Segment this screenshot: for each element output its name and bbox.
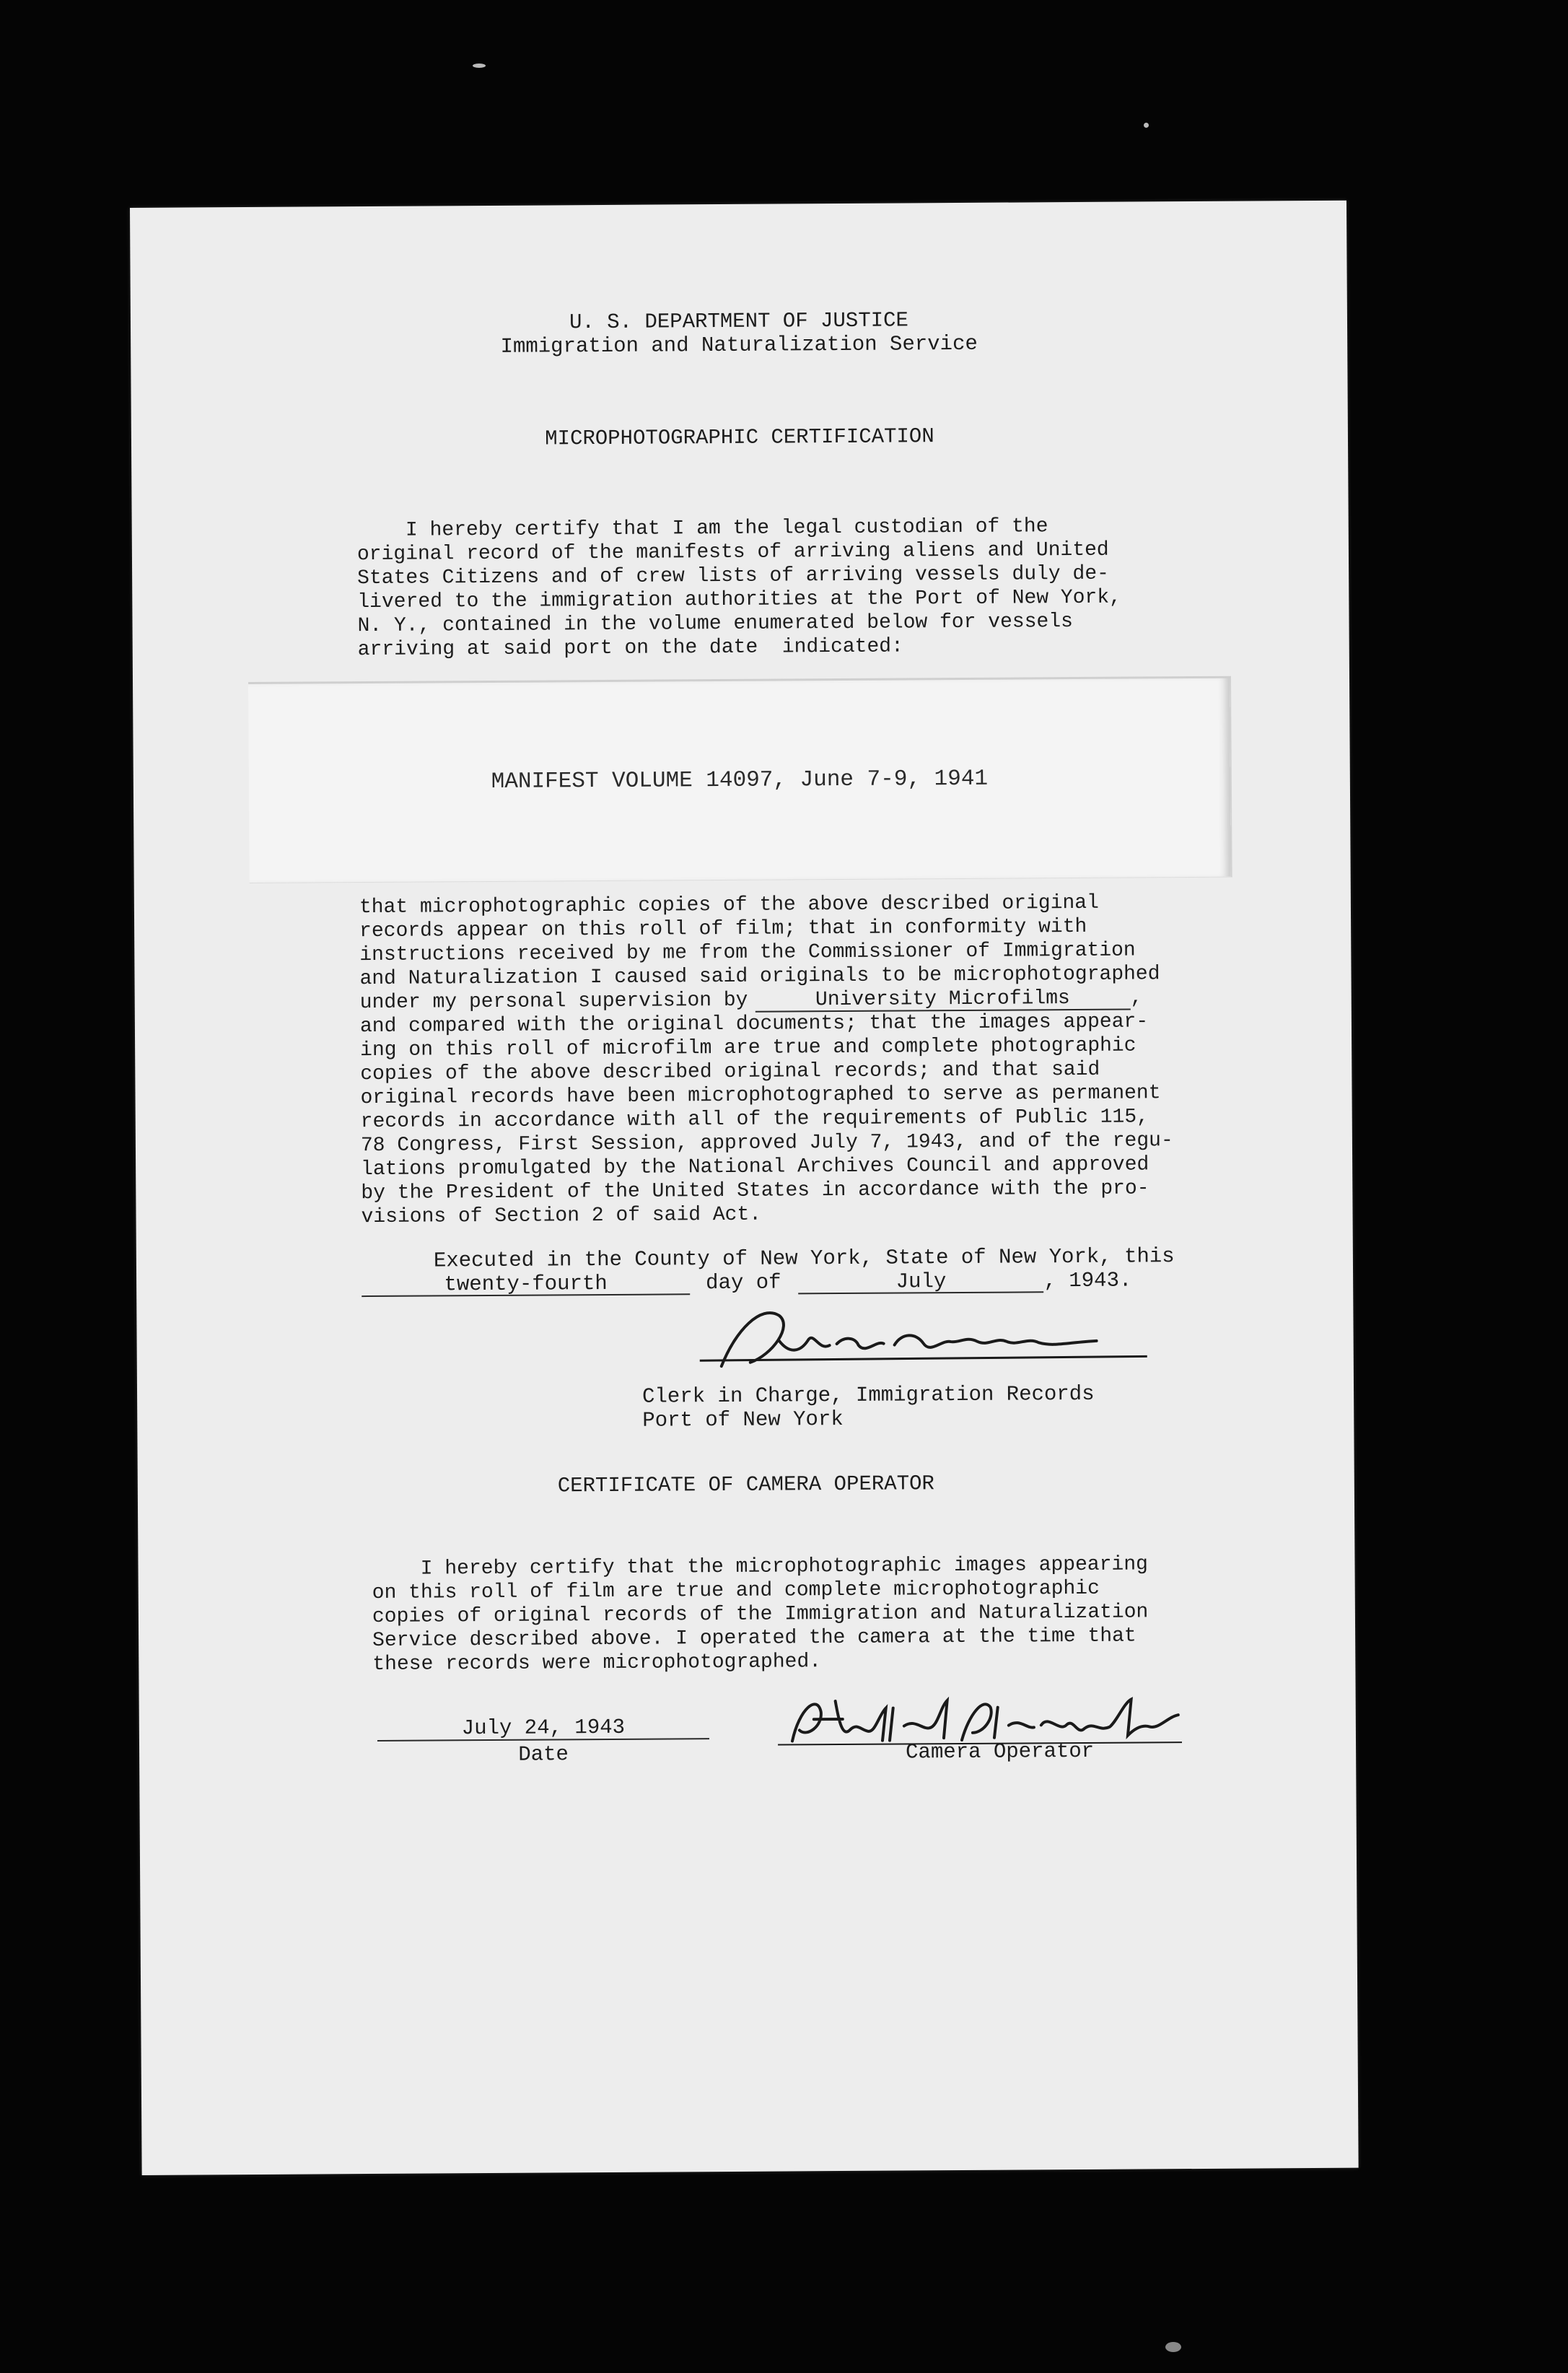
camera-paragraph bbox=[372, 1552, 1148, 1677]
camera-line: these records were microphotographed. bbox=[372, 1651, 822, 1676]
body-line: copies of the above described original records; and that said bbox=[360, 1058, 1100, 1086]
document-title: MICROPHOTOGRAPHIC CERTIFICATION bbox=[545, 424, 934, 451]
supervisor-name: University Microfilms bbox=[755, 989, 1130, 1013]
body-line: and compared with the original documents; that the images appear- bbox=[359, 1010, 1149, 1039]
body-line: by the President of the United States in accordance with the pro- bbox=[361, 1177, 1149, 1205]
body-line: that microphotographic copies of the above described original bbox=[359, 891, 1099, 919]
intro-line: N. Y., contained in the volume enumerated below for vessels bbox=[357, 611, 1073, 638]
body-line: visions of Section 2 of said Act. bbox=[361, 1203, 762, 1229]
body-line: and Naturalization I caused said originals to be microphotographed bbox=[359, 963, 1160, 991]
body-line: 78 Congress, First Session, approved July 7, 1943, and of the regu- bbox=[360, 1129, 1173, 1158]
execution-day: twenty-fourth bbox=[362, 1273, 690, 1297]
execution-year: , 1943. bbox=[1043, 1268, 1132, 1293]
camera-line: I hereby certify that the microphotographic images appearing bbox=[372, 1553, 1148, 1581]
service-heading: Immigration and Naturalization Service bbox=[500, 331, 978, 359]
execution-month: July bbox=[798, 1271, 1043, 1294]
body-line: records in accordance with all of the requirements of Public 115, bbox=[360, 1106, 1149, 1134]
intro-line: arriving at said port on the date indicated: bbox=[357, 635, 903, 662]
certification-paragraph bbox=[359, 891, 1174, 1229]
film-speck bbox=[1144, 123, 1149, 128]
body-line: original records have been microphotographed to serve as permanent bbox=[360, 1082, 1161, 1110]
intro-line: States Citizens and of crew lists of arriving vessels duly de- bbox=[357, 562, 1109, 590]
executed-statement: Executed in the County of New York, State of New York, this bbox=[433, 1244, 1175, 1273]
clerk-signature bbox=[692, 1298, 1155, 1381]
body-line: records appear on this roll of film; that in conformity with bbox=[359, 915, 1087, 943]
intro-paragraph bbox=[357, 515, 1122, 662]
manifest-volume: MANIFEST VOLUME 14097, June 7-9, 1941 bbox=[491, 766, 989, 795]
date-label: Date bbox=[518, 1742, 569, 1767]
operator-date: July 24, 1943 bbox=[377, 1716, 709, 1741]
body-line: ing on this roll of microfilm are true and complete photographic bbox=[360, 1034, 1136, 1062]
body-line: instructions received by me from the Commissioner of Immigration bbox=[359, 939, 1136, 967]
camera-line: Service described above. I operated the camera at the time that bbox=[372, 1625, 1136, 1652]
film-speck bbox=[473, 64, 486, 68]
film-speck bbox=[1165, 2342, 1181, 2352]
body-line: lations promulgated by the National Archives Council and approved bbox=[361, 1153, 1149, 1181]
camera-certificate-title: CERTIFICATE OF CAMERA OPERATOR bbox=[557, 1472, 934, 1498]
intro-line: livered to the immigration authorities at the Port of New York, bbox=[357, 586, 1121, 614]
clerk-port: Port of New York bbox=[642, 1407, 844, 1433]
certificate-page bbox=[130, 201, 1359, 2175]
department-heading: U. S. DEPARTMENT OF JUSTICE bbox=[569, 308, 909, 335]
intro-line: original record of the manifests of arriving aliens and United bbox=[356, 538, 1109, 567]
clerk-title: Clerk in Charge, Immigration Records bbox=[641, 1381, 1095, 1409]
manifest-volume-slip bbox=[248, 676, 1232, 883]
body-line: under my personal supervision by University Microfilms , bbox=[359, 987, 1143, 1015]
camera-line: on this roll of film are true and complete microphotographic bbox=[372, 1577, 1100, 1604]
camera-operator-label: Camera Operator bbox=[905, 1739, 1095, 1765]
execution-date-line: twenty-fourth day of July , 1943. bbox=[362, 1269, 1131, 1298]
camera-line: copies of original records of the Immigration and Naturalization bbox=[372, 1601, 1149, 1628]
intro-line: I hereby certify that I am the legal custodian of the bbox=[356, 515, 1048, 543]
